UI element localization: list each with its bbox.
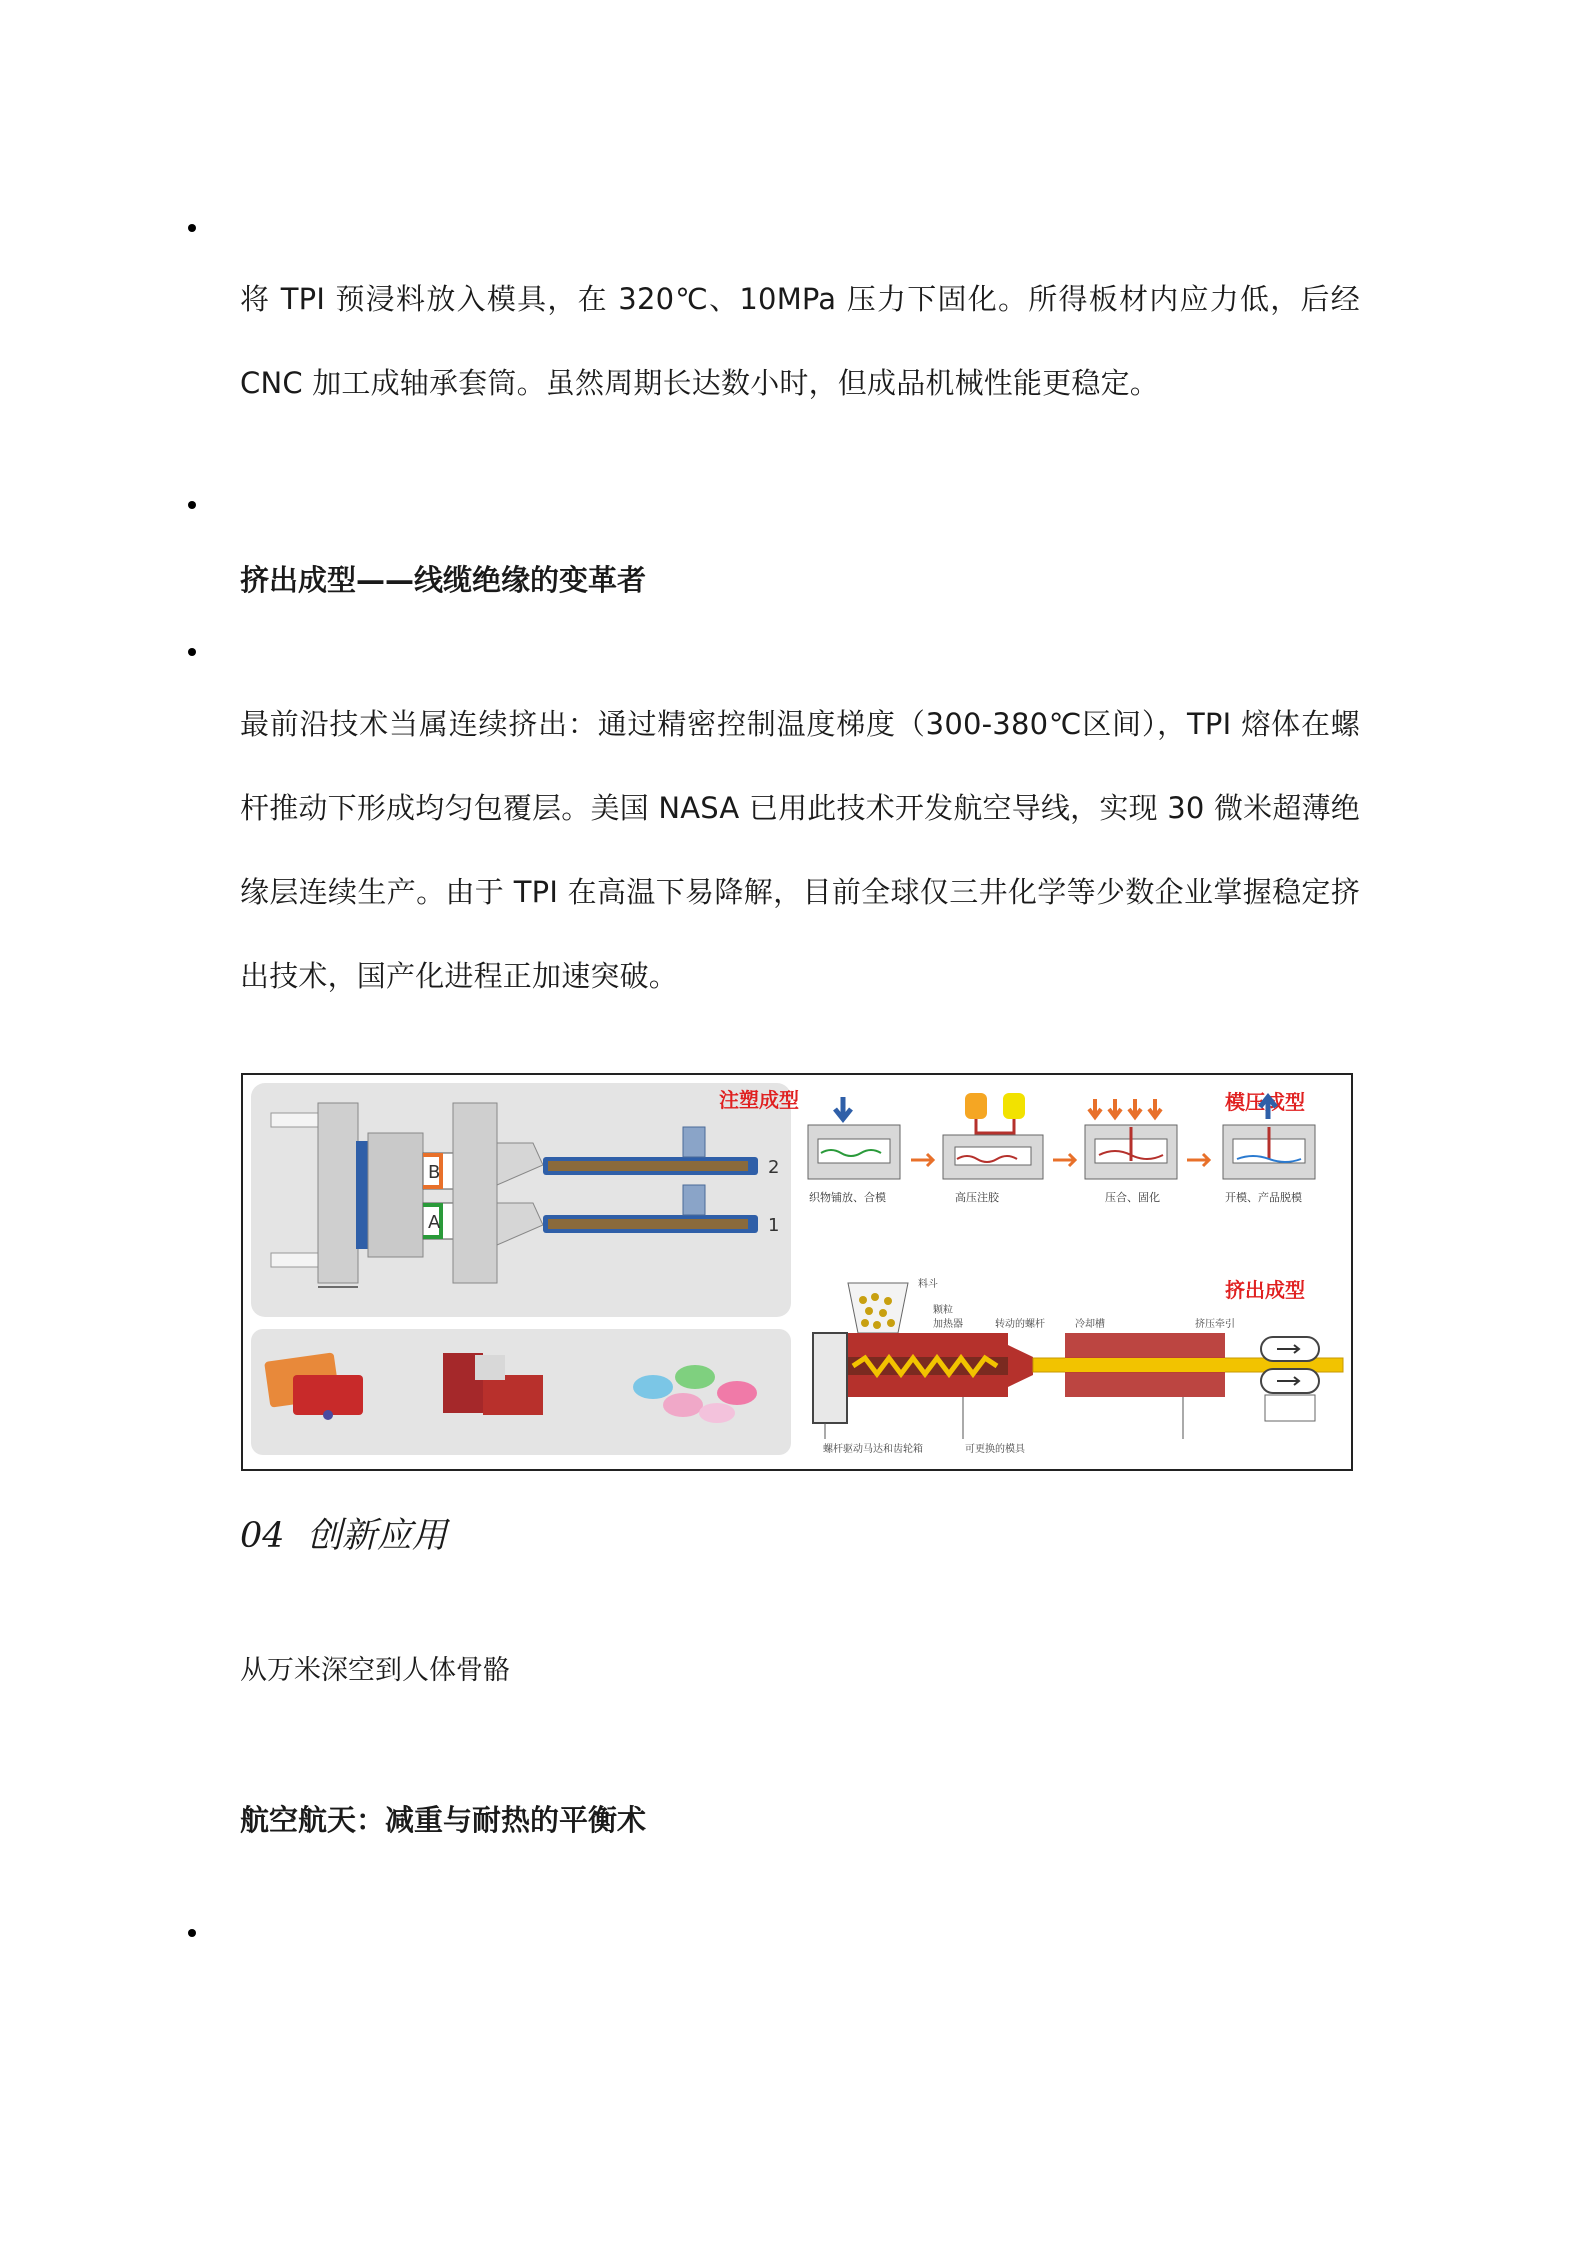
bullet bbox=[188, 224, 196, 232]
heading-aerospace: 航空航天：减重与耐热的平衡术 bbox=[240, 1803, 647, 1837]
products-panel bbox=[251, 1329, 791, 1455]
label-a: A bbox=[428, 1212, 441, 1233]
process-figure bbox=[241, 1073, 1353, 1471]
bullet bbox=[188, 648, 196, 656]
injection-panel bbox=[251, 1083, 799, 1317]
hopper-label: 料斗 bbox=[918, 1279, 938, 1290]
die-label: 可更换的模具 bbox=[965, 1444, 1025, 1455]
extrusion-panel bbox=[813, 1277, 1343, 1455]
paragraph-compression-molding: 将 TPI 预浸料放入模具，在 320℃、10MPa 压力下固化。所得板材内应力低，后经 CNC 加工成轴承套筒。虽然周期长达数小时，但成品机械性能更稳定。 bbox=[240, 282, 1360, 400]
extrusion-title: 挤出成型 bbox=[1225, 1278, 1305, 1302]
compression-step-1: 织物铺放、合模 bbox=[809, 1191, 886, 1204]
section-title: 创新应用 bbox=[306, 1516, 447, 1556]
label-b: B bbox=[428, 1162, 441, 1183]
bullet bbox=[188, 501, 196, 509]
pellets-label: 颗粒 bbox=[933, 1305, 953, 1316]
injection-title: 注塑成型 bbox=[719, 1088, 799, 1112]
section-number: 04 bbox=[240, 1516, 285, 1556]
label-1: 1 bbox=[768, 1215, 780, 1236]
label-2: 2 bbox=[768, 1157, 780, 1178]
compression-step-3: 压合、固化 bbox=[1105, 1191, 1160, 1204]
section-heading bbox=[240, 1508, 447, 1558]
cooling-label: 冷却槽 bbox=[1075, 1319, 1105, 1330]
heading-extrusion: 挤出成型——线缆绝缘的变革者 bbox=[240, 563, 647, 597]
section-subtitle: 从万米深空到人体骨骼 bbox=[240, 1655, 510, 1686]
paragraph-extrusion: 最前沿技术当属连续挤出：通过精密控制温度梯度（300-380℃区间），TPI 熔体在螺杆推动下形成均匀包覆层。美国 NASA 已用此技术开发航空导线，实现 30 微米超薄绝缘层连续生产。由于 TPI 在高温下易降解，目前全球仅三井化学等少数企业掌握稳定挤出技术，国产化进程正加速突破。 bbox=[240, 707, 1360, 993]
compression-step-4: 开模、产品脱模 bbox=[1225, 1191, 1302, 1204]
compression-panel bbox=[808, 1090, 1315, 1204]
bullet bbox=[188, 1929, 196, 1937]
drive-label: 螺杆驱动马达和齿轮箱 bbox=[823, 1444, 923, 1455]
puller-label: 挤压牵引 bbox=[1195, 1319, 1235, 1330]
compression-step-2: 高压注胶 bbox=[955, 1191, 999, 1204]
heater-label: 加热器 bbox=[933, 1319, 963, 1330]
screw-label: 转动的螺杆 bbox=[995, 1319, 1045, 1330]
compression-title: 模压成型 bbox=[1225, 1090, 1305, 1114]
